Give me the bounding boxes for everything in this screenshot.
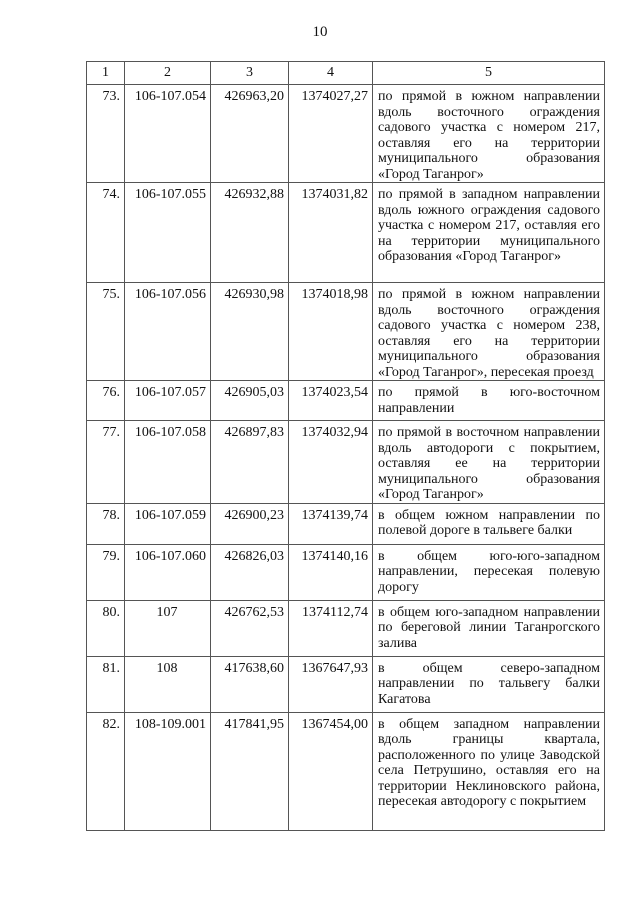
boundary-description: по прямой в юго-восточном направлении <box>378 385 600 416</box>
coord-y: 1374032,94 <box>301 425 368 440</box>
coord-x: 426762,53 <box>224 604 284 620</box>
row-number: 74. <box>102 187 120 202</box>
coord-y: 1374140,16 <box>301 548 368 564</box>
point-id: 106-107.059 <box>134 507 206 523</box>
coord-x: 426932,88 <box>224 187 284 202</box>
boundary-description: в общем южном направлении по полевой дороге в тальвеге балки <box>378 507 600 538</box>
row-number: 77. <box>102 425 120 440</box>
table-row <box>87 85 605 183</box>
point-id: 106-107.058 <box>134 425 206 440</box>
boundary-description: в общем западном направлении вдоль границы квартала, расположенного по улице Заводской села Петрушино, оставляя его на территории Неклиновского района, пересекая автодорогу с покрытием <box>378 716 600 809</box>
coord-y: 1367454,00 <box>301 716 368 732</box>
coord-x: 426930,98 <box>224 287 284 302</box>
header-col-4: 4 <box>289 62 373 85</box>
boundary-description: по прямой в южном направлении вдоль восточного ограждения садового участка с номером 217, оставляя его на территории муниципального образования «Город Таганрог» <box>378 89 600 182</box>
table-row <box>87 283 605 381</box>
coord-y: 1374031,82 <box>301 187 368 202</box>
boundary-description: по прямой в южном направлении вдоль восточного ограждения садового участка с номером 238, оставляя его на территории муниципального образования «Город Таганрог», пересекая проезд <box>378 287 600 380</box>
boundary-description: в общем северо-западном направлении по тальвегу балки Кагатова <box>378 660 600 707</box>
header-col-5: 5 <box>373 62 605 85</box>
row-number: 73. <box>102 89 120 104</box>
table-row <box>87 600 605 656</box>
row-number: 80. <box>102 604 120 620</box>
boundary-table <box>86 61 605 831</box>
point-id: 106-107.056 <box>134 287 206 302</box>
header-col-1: 1 <box>87 62 125 85</box>
coord-x: 426897,83 <box>224 425 284 440</box>
coord-y: 1374027,27 <box>301 89 368 104</box>
boundary-description: в общем юго-юго-западном направлении, пересекая полевую дорогу <box>378 548 600 595</box>
point-id: 108 <box>156 660 178 676</box>
point-id: 106-107.054 <box>134 89 206 104</box>
boundary-description: по прямой в западном направлении вдоль южного ограждения садового участка с номером 217, оставляя его на территории муниципального образования «Город Таганрог» <box>378 187 600 264</box>
table-row <box>87 544 605 600</box>
row-number: 76. <box>102 385 120 400</box>
point-id: 106-107.055 <box>134 187 206 202</box>
row-number: 82. <box>102 716 120 732</box>
row-number: 78. <box>102 507 120 523</box>
coord-x: 426963,20 <box>224 89 284 104</box>
row-number: 79. <box>102 548 120 564</box>
coord-x: 426826,03 <box>224 548 284 564</box>
page-number: 10 <box>312 24 328 40</box>
table-row <box>87 421 605 504</box>
coord-y: 1374112,74 <box>302 604 368 620</box>
point-id: 106-107.057 <box>134 385 206 400</box>
boundary-description: в общем юго-западном направлении по береговой линии Таганрогского залива <box>378 604 600 651</box>
point-id: 106-107.060 <box>134 548 206 564</box>
row-number: 81. <box>102 660 120 676</box>
header-col-3: 3 <box>211 62 289 85</box>
table-row <box>87 656 605 712</box>
table-row <box>87 712 605 830</box>
point-id: 108-109.001 <box>134 716 206 732</box>
coord-x: 417638,60 <box>224 660 284 676</box>
table-row <box>87 183 605 283</box>
table-row <box>87 381 605 421</box>
table-header-row <box>87 62 605 85</box>
header-col-2: 2 <box>125 62 211 85</box>
coord-y: 1374139,74 <box>301 507 368 523</box>
coord-x: 426900,23 <box>224 507 284 523</box>
point-id: 107 <box>156 604 178 620</box>
coord-y: 1374023,54 <box>301 385 368 400</box>
table-row <box>87 503 605 544</box>
coord-y: 1374018,98 <box>301 287 368 302</box>
row-number: 75. <box>102 287 120 302</box>
coord-x: 426905,03 <box>224 385 284 400</box>
coord-y: 1367647,93 <box>301 660 368 676</box>
boundary-description: по прямой в восточном направлении вдоль автодороги с покрытием, оставляя ее на территории муниципального образования «Город Таганрог» <box>378 425 600 502</box>
coord-x: 417841,95 <box>224 716 284 732</box>
